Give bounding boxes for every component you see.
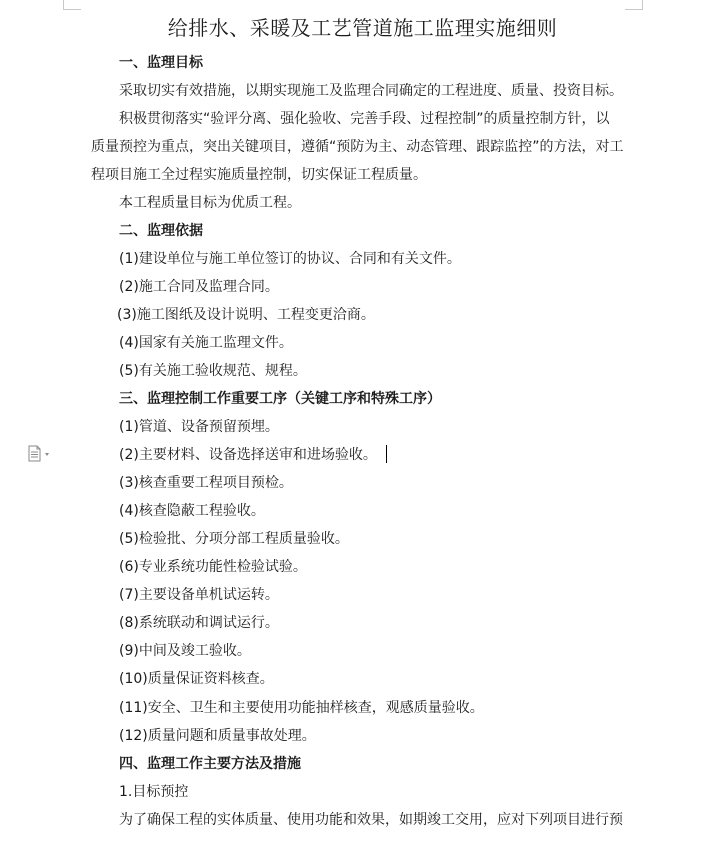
crop-mark-top-right (642, 0, 643, 9)
paragraph-line[interactable]: (1)建设单位与施工单位签订的协议、合同和有关文件。 (119, 251, 461, 267)
paragraph-line[interactable]: (2)主要材料、设备选择送审和进场验收。 (119, 447, 377, 463)
section-heading[interactable]: 三、监理控制工作重要工序（关键工序和特殊工序） (119, 391, 441, 407)
text-cursor (386, 445, 387, 463)
paragraph-line[interactable]: (12)质量问题和质量事故处理。 (119, 728, 316, 744)
crop-mark-top-right-h (625, 9, 643, 10)
paragraph-line[interactable]: (10)质量保证资料核查。 (119, 671, 274, 687)
paragraph-line[interactable]: 采取切实有效措施，以期实现施工及监理合同确定的工程进度、质量、投资目标。 (119, 83, 623, 99)
crop-mark-top-left (63, 0, 64, 9)
paragraph-line[interactable]: 程项目施工全过程实施质量控制，切实保证工程质量。 (91, 167, 427, 183)
paragraph-line[interactable]: (9)中间及竣工验收。 (119, 643, 251, 659)
paragraph-line[interactable]: (3)施工图纸及设计说明、工程变更洽商。 (117, 307, 375, 323)
paragraph-line[interactable]: (8)系统联动和调试运行。 (119, 615, 279, 631)
paragraph-line[interactable]: (6)专业系统功能性检验试验。 (119, 559, 307, 575)
paragraph-line[interactable]: (2)施工合同及监理合同。 (119, 279, 279, 295)
paragraph-line[interactable]: 积极贯彻落实“验评分离、强化验收、完善手段、过程控制”的质量控制方针，以 (119, 111, 610, 127)
paragraph-line[interactable]: 为了确保工程的实体质量、使用功能和效果，如期竣工交用，应对下列项目进行预 (119, 812, 623, 828)
paragraph-line[interactable]: 质量预控为重点，突出关键项目，遵循“预防为主、动态管理、跟踪监控”的方法，对工 (91, 139, 624, 155)
section-heading[interactable]: 四、监理工作主要方法及措施 (119, 756, 301, 772)
document-title[interactable]: 给排水、采暖及工艺管道施工监理实施细则 (167, 16, 558, 40)
paragraph-line[interactable]: (5)检验批、分项分部工程质量验收。 (119, 531, 349, 547)
section-heading[interactable]: 一、监理目标 (119, 55, 203, 71)
section-heading[interactable]: 二、监理依据 (119, 223, 203, 239)
document-paragraph-icon[interactable] (27, 445, 53, 463)
paragraph-line[interactable]: (7)主要设备单机试运转。 (119, 587, 279, 603)
paragraph-line[interactable]: (11)安全、卫生和主要使用功能抽样核查，观感质量验收。 (119, 700, 484, 716)
paragraph-line[interactable]: 1.目标预控 (119, 784, 189, 800)
paragraph-line[interactable]: (5)有关施工验收规范、规程。 (119, 363, 307, 379)
paragraph-line[interactable]: (4)核查隐蔽工程验收。 (119, 503, 265, 519)
crop-mark-top-left-h (63, 9, 81, 10)
paragraph-line[interactable]: (3)核查重要工程项目预检。 (119, 475, 293, 491)
paragraph-line[interactable]: 本工程质量目标为优质工程。 (119, 195, 301, 211)
paragraph-line[interactable]: (4)国家有关施工监理文件。 (119, 335, 293, 351)
paragraph-line[interactable]: (1)管道、设备预留预埋。 (119, 419, 279, 435)
